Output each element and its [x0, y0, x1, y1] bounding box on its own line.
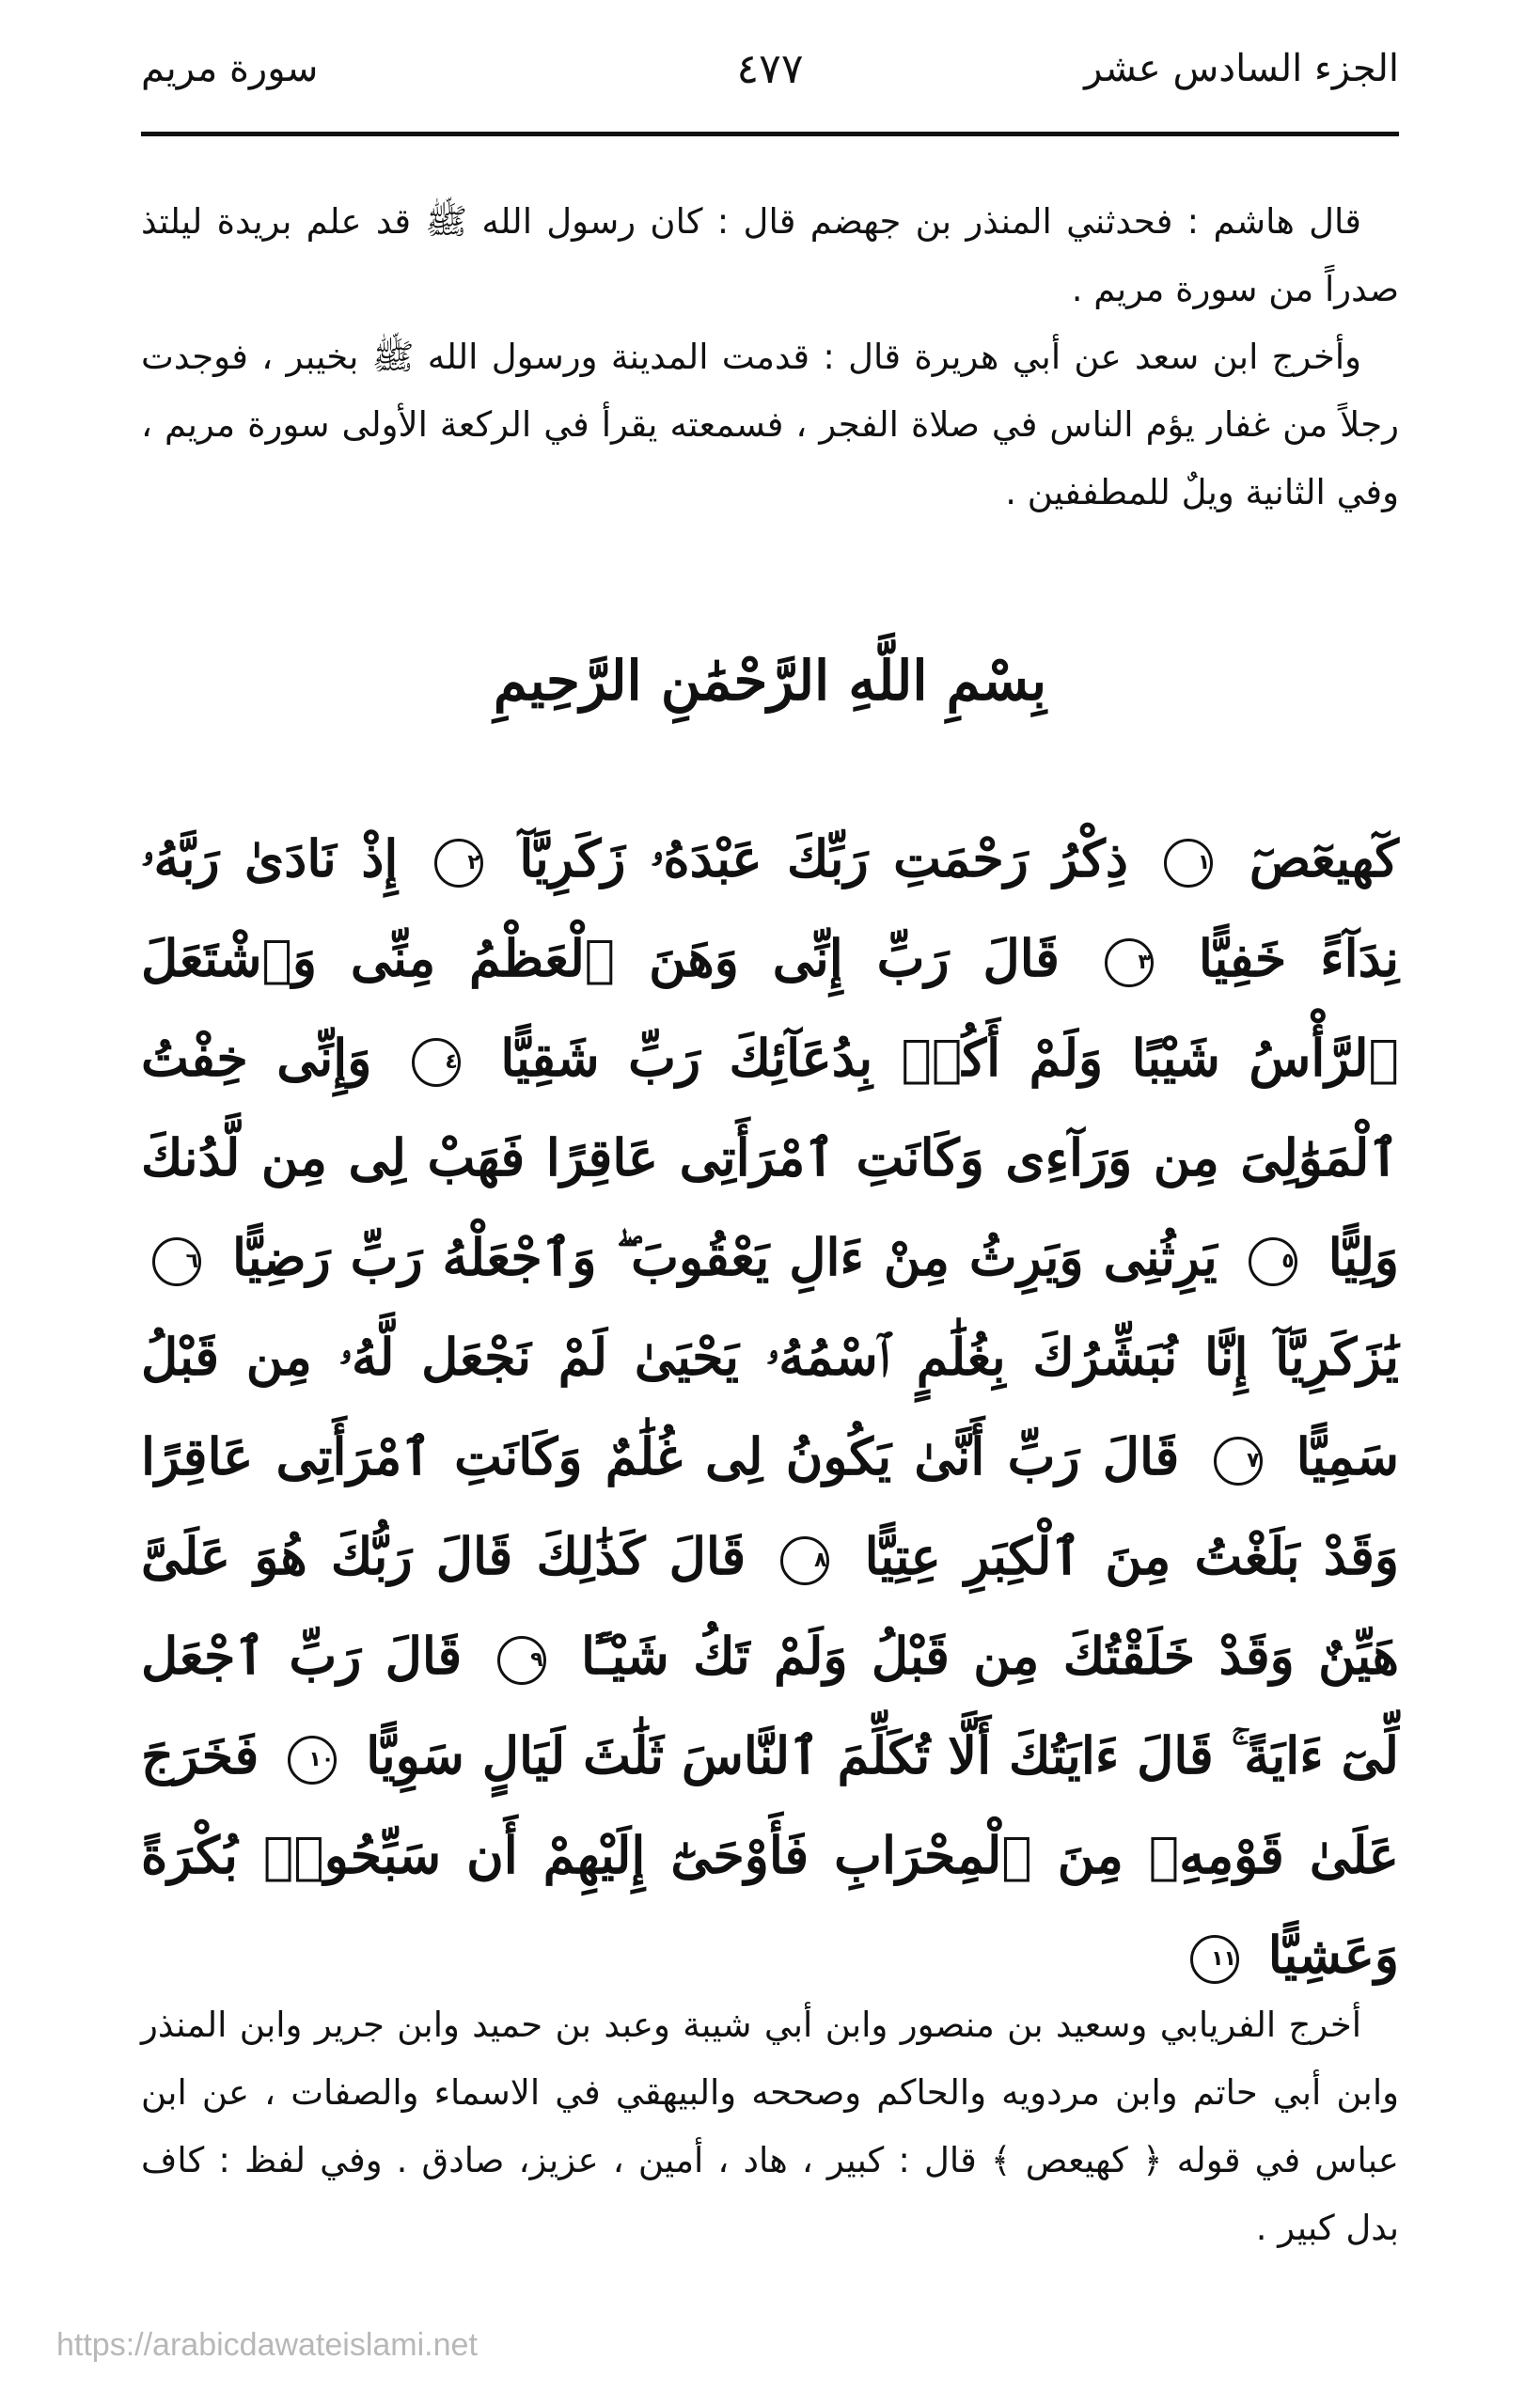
- watermark-url: https://arabicdawateislami.net: [56, 2327, 478, 2363]
- page-header: [141, 38, 1399, 103]
- intro-paragraph-1: قال هاشم : فحدثني المنذر بن جهضم قال : كان رسول الله ﷺ قد علم بريدة ليلتذ صدراً من سورة مريم .: [141, 201, 1399, 309]
- page-number: ٤٧٧: [736, 45, 804, 93]
- part-title: الجزء السادس عشر: [1084, 47, 1399, 90]
- ayah-text: إِذْ نَادَىٰ رَبَّهُۥ نِدَآءً خَفِيًّا: [141, 828, 1399, 988]
- commentary-text: [141, 1991, 1399, 2262]
- ayah-number-marker: ١٠: [288, 1736, 337, 1785]
- ayah-text: كٓهيعٓصٓ: [1249, 828, 1399, 889]
- quran-verses: [141, 809, 1399, 2005]
- ayah-text: ذِكْرُ رَحْمَتِ رَبِّكَ عَبْدَهُۥ زَكَرِيَّآ: [519, 828, 1128, 889]
- ayah-number-marker: ١: [1164, 839, 1213, 888]
- commentary-paragraph-1: أخرج الفريابي وسعيد بن منصور وابن أبي شيبة وعبد بن حميد وابن جرير وابن المنذر وابن أبي حاتم وابن مردويه والحاكم وصححه والبيهقي في الاسماء والصفات ، عن ابن عباس في قوله ﴿ كهيعص ﴾ قال : كبير ، هاد ، أمين ، عزيز، صادق . وفي لفظ : كاف بدل كبير .: [141, 2005, 1399, 2248]
- ayah-number-marker: ٤: [412, 1038, 461, 1087]
- ayah-number-marker: ٥: [1249, 1237, 1297, 1286]
- ayah-text: يَرِثُنِى وَيَرِثُ مِنْ ءَالِ يَعْقُوبَ ۖ وَٱجْعَلْهُ رَبِّ رَضِيًّا: [231, 1227, 1218, 1287]
- basmala: بِسْمِ اللَّهِ الرَّحْمَٰنِ الرَّحِيمِ: [493, 649, 1047, 713]
- header-divider: [141, 132, 1399, 136]
- ayah-number-marker: ٣: [1105, 938, 1154, 987]
- ayah-number-marker: ١١: [1190, 1935, 1239, 1984]
- ayah-number-marker: ٦: [152, 1237, 201, 1286]
- ayah-text: وَإِنِّى خِفْتُ ٱلْمَوَٰلِىَ مِن وَرَآءِى وَكَانَتِ ٱمْرَأَتِى عَاقِرًا فَهَبْ لِى مِن لَّدُنكَ وَلِيًّا: [141, 1028, 1399, 1287]
- ayah-text: قَالَ كَذَٰلِكَ قَالَ رَبُّكَ هُوَ عَلَىَّ هَيِّنٌ وَقَدْ خَلَقْتُكَ مِن قَبْلُ وَلَمْ تَكُ شَيْـًٔا: [141, 1526, 1399, 1686]
- ayah-number-marker: ٨: [780, 1536, 829, 1585]
- ayah-number-marker: ٧: [1214, 1437, 1263, 1486]
- ayah-number-marker: ٩: [497, 1636, 546, 1685]
- ayah-number-marker: ٢: [434, 839, 483, 888]
- ayah-text: يَٰزَكَرِيَّآ إِنَّا نُبَشِّرُكَ بِغُلَٰمٍ ٱسْمُهُۥ يَحْيَىٰ لَمْ نَجْعَل لَّهُۥ مِن قَبْلُ سَمِيًّا: [141, 1327, 1399, 1487]
- intro-paragraph-2: وأخرج ابن سعد عن أبي هريرة قال : قدمت المدينة ورسول الله ﷺ بخيبر ، فوجدت رجلاً من غفار يؤم الناس في صلاة الفجر ، فسمعته يقرأ في الركعة الأولى سورة مريم ، وفي الثانية ويلٌ للمطففين .: [141, 337, 1399, 512]
- ayah-text: فَخَرَجَ عَلَىٰ قَوْمِهِۦ مِنَ ٱلْمِحْرَابِ فَأَوْحَىٰٓ إِلَيْهِمْ أَن سَبِّحُوا۟ بُكْرَةً وَعَشِيًّا: [141, 1725, 1399, 1985]
- ayah-text: قَالَ رَبِّ أَنَّىٰ يَكُونُ لِى غُلَٰمٌ وَكَانَتِ ٱمْرَأَتِى عَاقِرًا وَقَدْ بَلَغْتُ مِنَ ٱلْكِبَرِ عِتِيًّا: [141, 1426, 1399, 1586]
- intro-text: [141, 188, 1399, 527]
- ayah-text: قَالَ رَبِّ ٱجْعَل لِّىٓ ءَايَةً ۚ قَالَ ءَايَتُكَ أَلَّا تُكَلِّمَ ٱلنَّاسَ ثَلَٰثَ لَيَالٍ سَوِيًّا: [141, 1626, 1399, 1785]
- surah-title: سورة مريم: [141, 47, 319, 90]
- ayah-text: قَالَ رَبِّ إِنِّى وَهَنَ ٱلْعَظْمُ مِنِّى وَٱشْتَعَلَ ٱلرَّأْسُ شَيْبًا وَلَمْ أَكُنۢ بِدُعَآئِكَ رَبِّ شَقِيًّا: [141, 928, 1399, 1088]
